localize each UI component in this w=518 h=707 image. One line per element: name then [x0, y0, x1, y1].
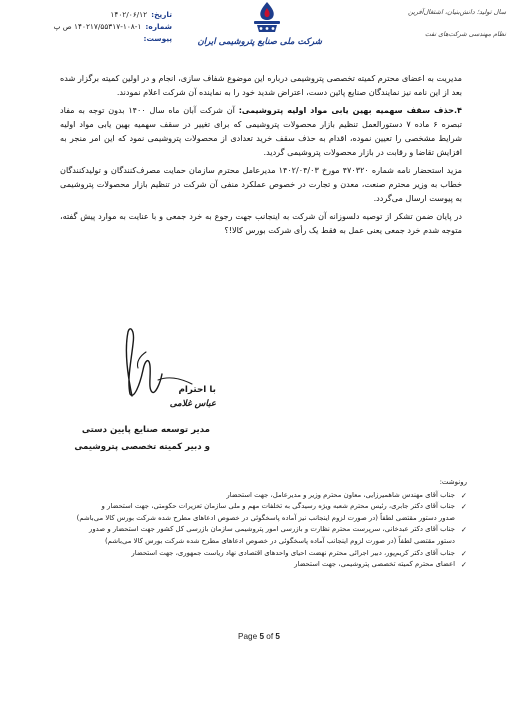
cc-item	[42, 548, 467, 560]
company-logo	[248, 0, 286, 36]
signer-title-line2: و دبیر کمیته تخصصی پتروشیمی	[74, 442, 210, 452]
cc-item-text: جناب آقای دکتر کریم‌پور، دبیر اجرائی محترم نهضت احیای واحدهای اقتصادی نهاد ریاست جمهوری، جهت استحضار	[131, 548, 455, 557]
section-4-text: آن شرکت آبان ماه سال ۱۴۰۰ بدون توجه به مفاد تبصره ۶ ماده ۷ دستورالعمل تنظیم بازار محصولات پتروشیمی که برای تغییر در سقف سهمیه بهین یابی مواد اولیه شرایط مشخصی را تعیین نموده، اقدام به حذف سقف خرید تعدادی از محصولات پتروشیمی نمود که این امر منجر به افزایش تقاضا و رقابت در بازار محصولات پتروشیمی گردید.	[60, 105, 462, 157]
cc-item-text: جناب آقای دکتر جابری، رئیس محترم شعبه ویژه رسیدگی به تخلفات مهم و ملی سازمان تعزیرات حکومتی، جهت استحضار و	[101, 502, 455, 511]
header-slogan-org: نظام مهندسی شرکت‌های نفت	[424, 30, 506, 38]
cc-item-text: اعضای محترم کمیته تخصصی پتروشیمی، جهت استحضار	[294, 560, 455, 569]
paragraph-intro: مدیریت به اعضای محترم کمیته تخصصی پتروشیمی درباره این موضوع شفاف سازی، انجام و در اولین کمیته برگزار شده بعد از این نامه نیز نمایندگان صنایع پائین دست، اعتراض شدید خود را به نماینده آن شرکت اعلام نمودند.	[60, 73, 462, 97]
closing-phrase: با احترام	[178, 385, 216, 395]
check-icon: ✓	[460, 490, 467, 500]
number-label: شماره:	[145, 22, 172, 31]
cc-item-text: جناب آقای دکتر عبدخانی، سرپرست محترم نظارت و بازرسی امور پتروشیمی سازمان بازرسی کل کشور جهت استحضار و صدور	[89, 525, 455, 534]
cc-item-text: جناب آقای مهندس شاهمیرزایی، معاون محترم وزیر و مدیرعامل، جهت استحضار	[226, 490, 455, 499]
meta-date	[22, 9, 172, 21]
closing-block	[76, 383, 216, 411]
signer-title-line1: مدیر توسعه صنایع پایین دستی	[81, 425, 210, 435]
page-total: 5	[275, 632, 280, 641]
letter-body	[60, 71, 462, 241]
meta-number	[22, 21, 172, 33]
page-current: 5	[259, 632, 264, 641]
cc-item	[42, 501, 467, 524]
date-label: تاریخ:	[151, 10, 172, 19]
cc-item	[42, 559, 467, 571]
cc-heading: رونوشت:	[439, 478, 467, 486]
signer-name: عباس غلامی	[169, 399, 216, 409]
attachment-label: پیوست:	[143, 34, 172, 43]
header-slogan-year: سال تولید؛ دانش‌بنیان، اشتغال‌آفرین	[407, 8, 506, 16]
page-prefix: Page	[238, 632, 258, 641]
paragraph-closing: در پایان ضمن تشکر از توصیه دلسوزانه آن شرکت به اینجانب جهت رجوع به خرد جمعی و با عنایت به موارد پیش گفته، متوجه شدم خرد جمعی یعنی عمل به فقط یک رأی شرکت بورس کالا!؟	[60, 211, 462, 235]
number-value: ۱۴۰۲۱۷/۵۵۳۱۷-۱۰۸-۱ ص پ	[53, 22, 142, 31]
paragraph-section-4	[60, 103, 462, 159]
meta-attachment	[22, 33, 172, 45]
check-icon: ✓	[460, 560, 467, 570]
company-name: شرکت ملی صنایع پتروشیمی ایران	[197, 37, 322, 47]
page-number	[0, 632, 518, 641]
cc-item-continuation: دستور مقتضی لطفاً (در صورت لزوم اینجانب آماده پاسخگوئی در خصوص ادعاهای مطرح شده شرکت بورس کالا می‌باشم)	[104, 536, 455, 545]
paragraph-attachment-note: مزید استحضار نامه شماره ۴۷۰۳۲۰ مورخ ۱۴۰۲/۰۴/۰۳ مدیرعامل محترم سازمان حمایت مصرف‌کنندگان و تولیدکنندگان خطاب به وزیر محترم صنعت، معدن و تجارت در خصوص عملکرد منفی آن شرکت در تنظیم بازار محصولات پتروشیمی به پیوست ارسال می‌گردد.	[60, 165, 462, 203]
cc-section	[42, 477, 467, 571]
section-4-title: ۴.حذف سقف سهمیه بهین یابی مواد اولیه پتروشیمی:	[238, 105, 462, 115]
cc-list	[42, 490, 467, 571]
cc-item	[42, 490, 467, 502]
signer-title	[60, 422, 210, 456]
check-icon: ✓	[460, 548, 467, 558]
letter-meta	[22, 9, 172, 45]
header-brand	[197, 0, 322, 47]
page-of: of	[266, 632, 274, 641]
check-icon: ✓	[460, 502, 467, 512]
date-value: ۱۴۰۲/۰۶/۱۲	[110, 10, 148, 19]
cc-item-continuation: صدور دستور مقتضی لطفاً (در صورت لزوم اینجانب نیز آماده پاسخگوئی در خصوص ادعاهای مطرح شده شرکت بورس کالا می‌باشم)	[76, 513, 455, 522]
check-icon: ✓	[460, 525, 467, 535]
header-slogans	[376, 8, 506, 38]
cc-item	[42, 524, 467, 547]
